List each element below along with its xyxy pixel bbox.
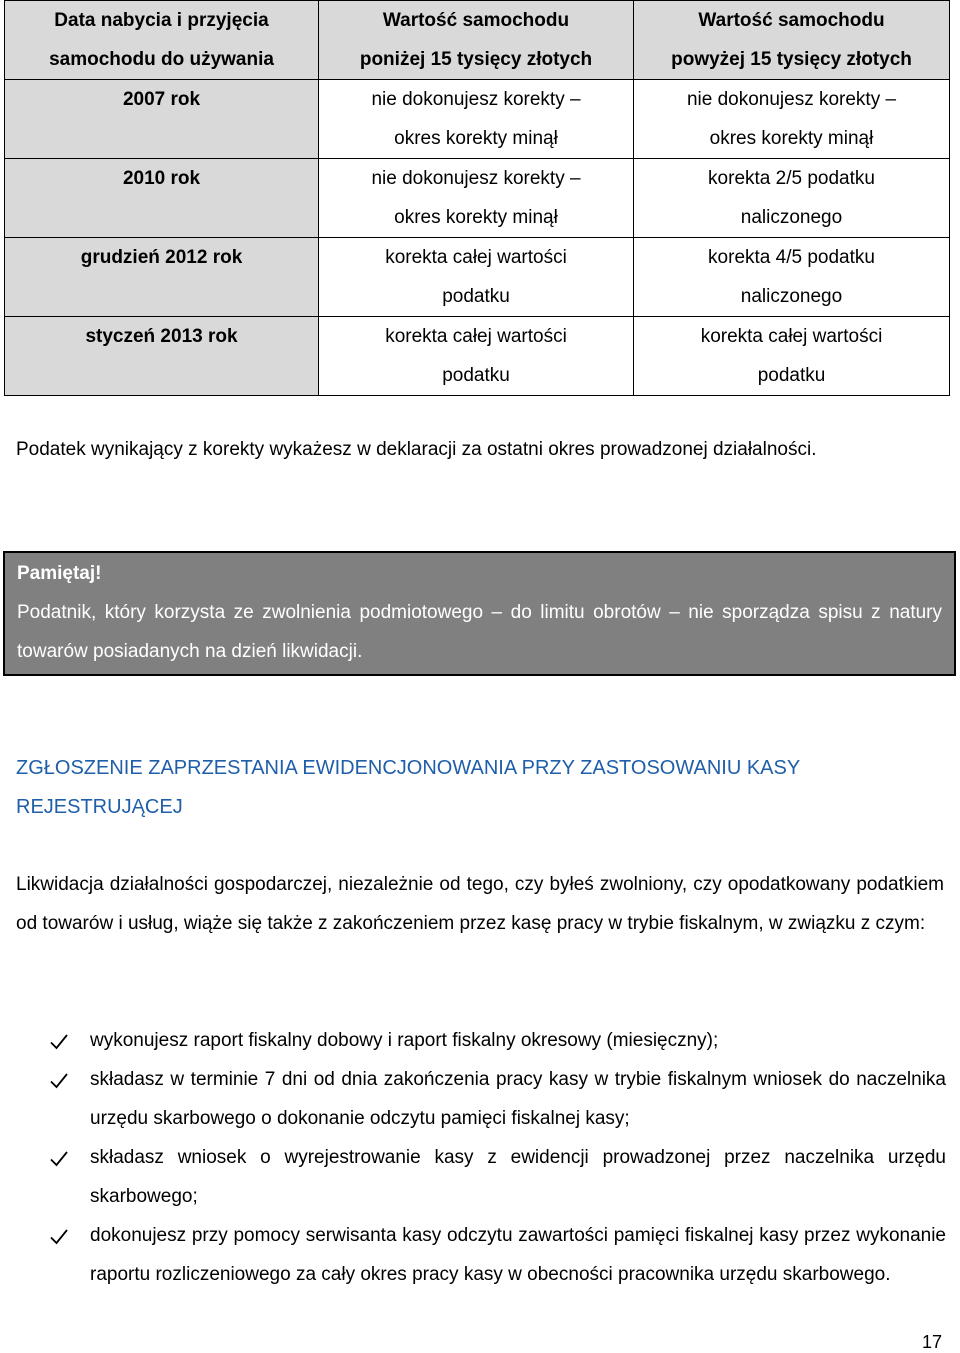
cell-below: korekta całej wartości podatku — [319, 317, 634, 396]
list-item: składasz w terminie 7 dni od dnia zakończenia pracy kasy w trybie fiskalnym wniosek do naczelnika urzędu skarbowego o dokonanie odczytu pamięci fiskalnej kasy; — [50, 1060, 946, 1138]
header-below-15k: Wartość samochodu poniżej 15 tysięcy złotych — [319, 1, 634, 80]
table-row — [5, 317, 950, 396]
reminder-title: Pamiętaj! — [17, 563, 102, 584]
cell-below: korekta całej wartości podatku — [319, 238, 634, 317]
cell-above: korekta 4/5 podatku naliczonego — [634, 238, 950, 317]
cell-above: korekta całej wartości podatku — [634, 317, 950, 396]
checklist — [50, 1021, 946, 1294]
table-row — [5, 159, 950, 238]
correction-table — [4, 0, 950, 396]
cell-above: korekta 2/5 podatku naliczonego — [634, 159, 950, 238]
header-date: Data nabycia i przyjęcia samochodu do używania — [5, 1, 319, 80]
table-row — [5, 238, 950, 317]
table-row — [5, 80, 950, 159]
cell-below: nie dokonujesz korekty – okres korekty minął — [319, 159, 634, 238]
cell-date: styczeń 2013 rok — [5, 317, 319, 396]
cell-above: nie dokonujesz korekty – okres korekty minął — [634, 80, 950, 159]
list-item: dokonujesz przy pomocy serwisanta kasy odczytu zawartości pamięci fiskalnej kasy przez wykonanie raportu rozliczeniowego za cały okres pracy kasy w obecności pracownika urzędu skarbowego. — [50, 1216, 946, 1294]
list-item: składasz wniosek o wyrejestrowanie kasy z ewidencji prowadzonej przez naczelnika urzędu skarbowego; — [50, 1138, 946, 1216]
cell-date: 2007 rok — [5, 80, 319, 159]
list-item: wykonujesz raport fiskalny dobowy i raport fiskalny okresowy (miesięczny); — [50, 1021, 946, 1060]
checkmark-icon — [50, 1150, 68, 1168]
checkmark-icon — [50, 1033, 68, 1051]
checkmark-icon — [50, 1228, 68, 1246]
cell-date: 2010 rok — [5, 159, 319, 238]
header-above-15k: Wartość samochodu powyżej 15 tysięcy złotych — [634, 1, 950, 80]
reminder-text: Podatnik, który korzysta ze zwolnienia podmiotowego – do limitu obrotów – nie sporządza spisu z natury towarów posiadanych na dzień likwidacji. — [17, 602, 942, 662]
liquidation-paragraph: Likwidacja działalności gospodarczej, niezależnie od tego, czy byłeś zwolniony, czy opodatkowany podatkiem od towarów i usług, wiąże się także z zakończeniem przez kasę pracy w trybie fiskalnym, w związku z czym: — [16, 874, 944, 934]
cell-below: nie dokonujesz korekty – okres korekty minął — [319, 80, 634, 159]
reminder-box — [3, 551, 956, 676]
table-header-row — [5, 1, 950, 80]
checkmark-icon — [50, 1072, 68, 1090]
cell-date: grudzień 2012 rok — [5, 238, 319, 317]
section-heading: ZGŁOSZENIE ZAPRZESTANIA EWIDENCJONOWANIA PRZY ZASTOSOWANIU KASY REJESTRUJĄCEJ — [16, 757, 800, 818]
page-number: 17 — [922, 1332, 943, 1352]
tax-correction-paragraph: Podatek wynikający z korekty wykażesz w deklaracji za ostatni okres prowadzonej działalności. — [16, 439, 817, 460]
